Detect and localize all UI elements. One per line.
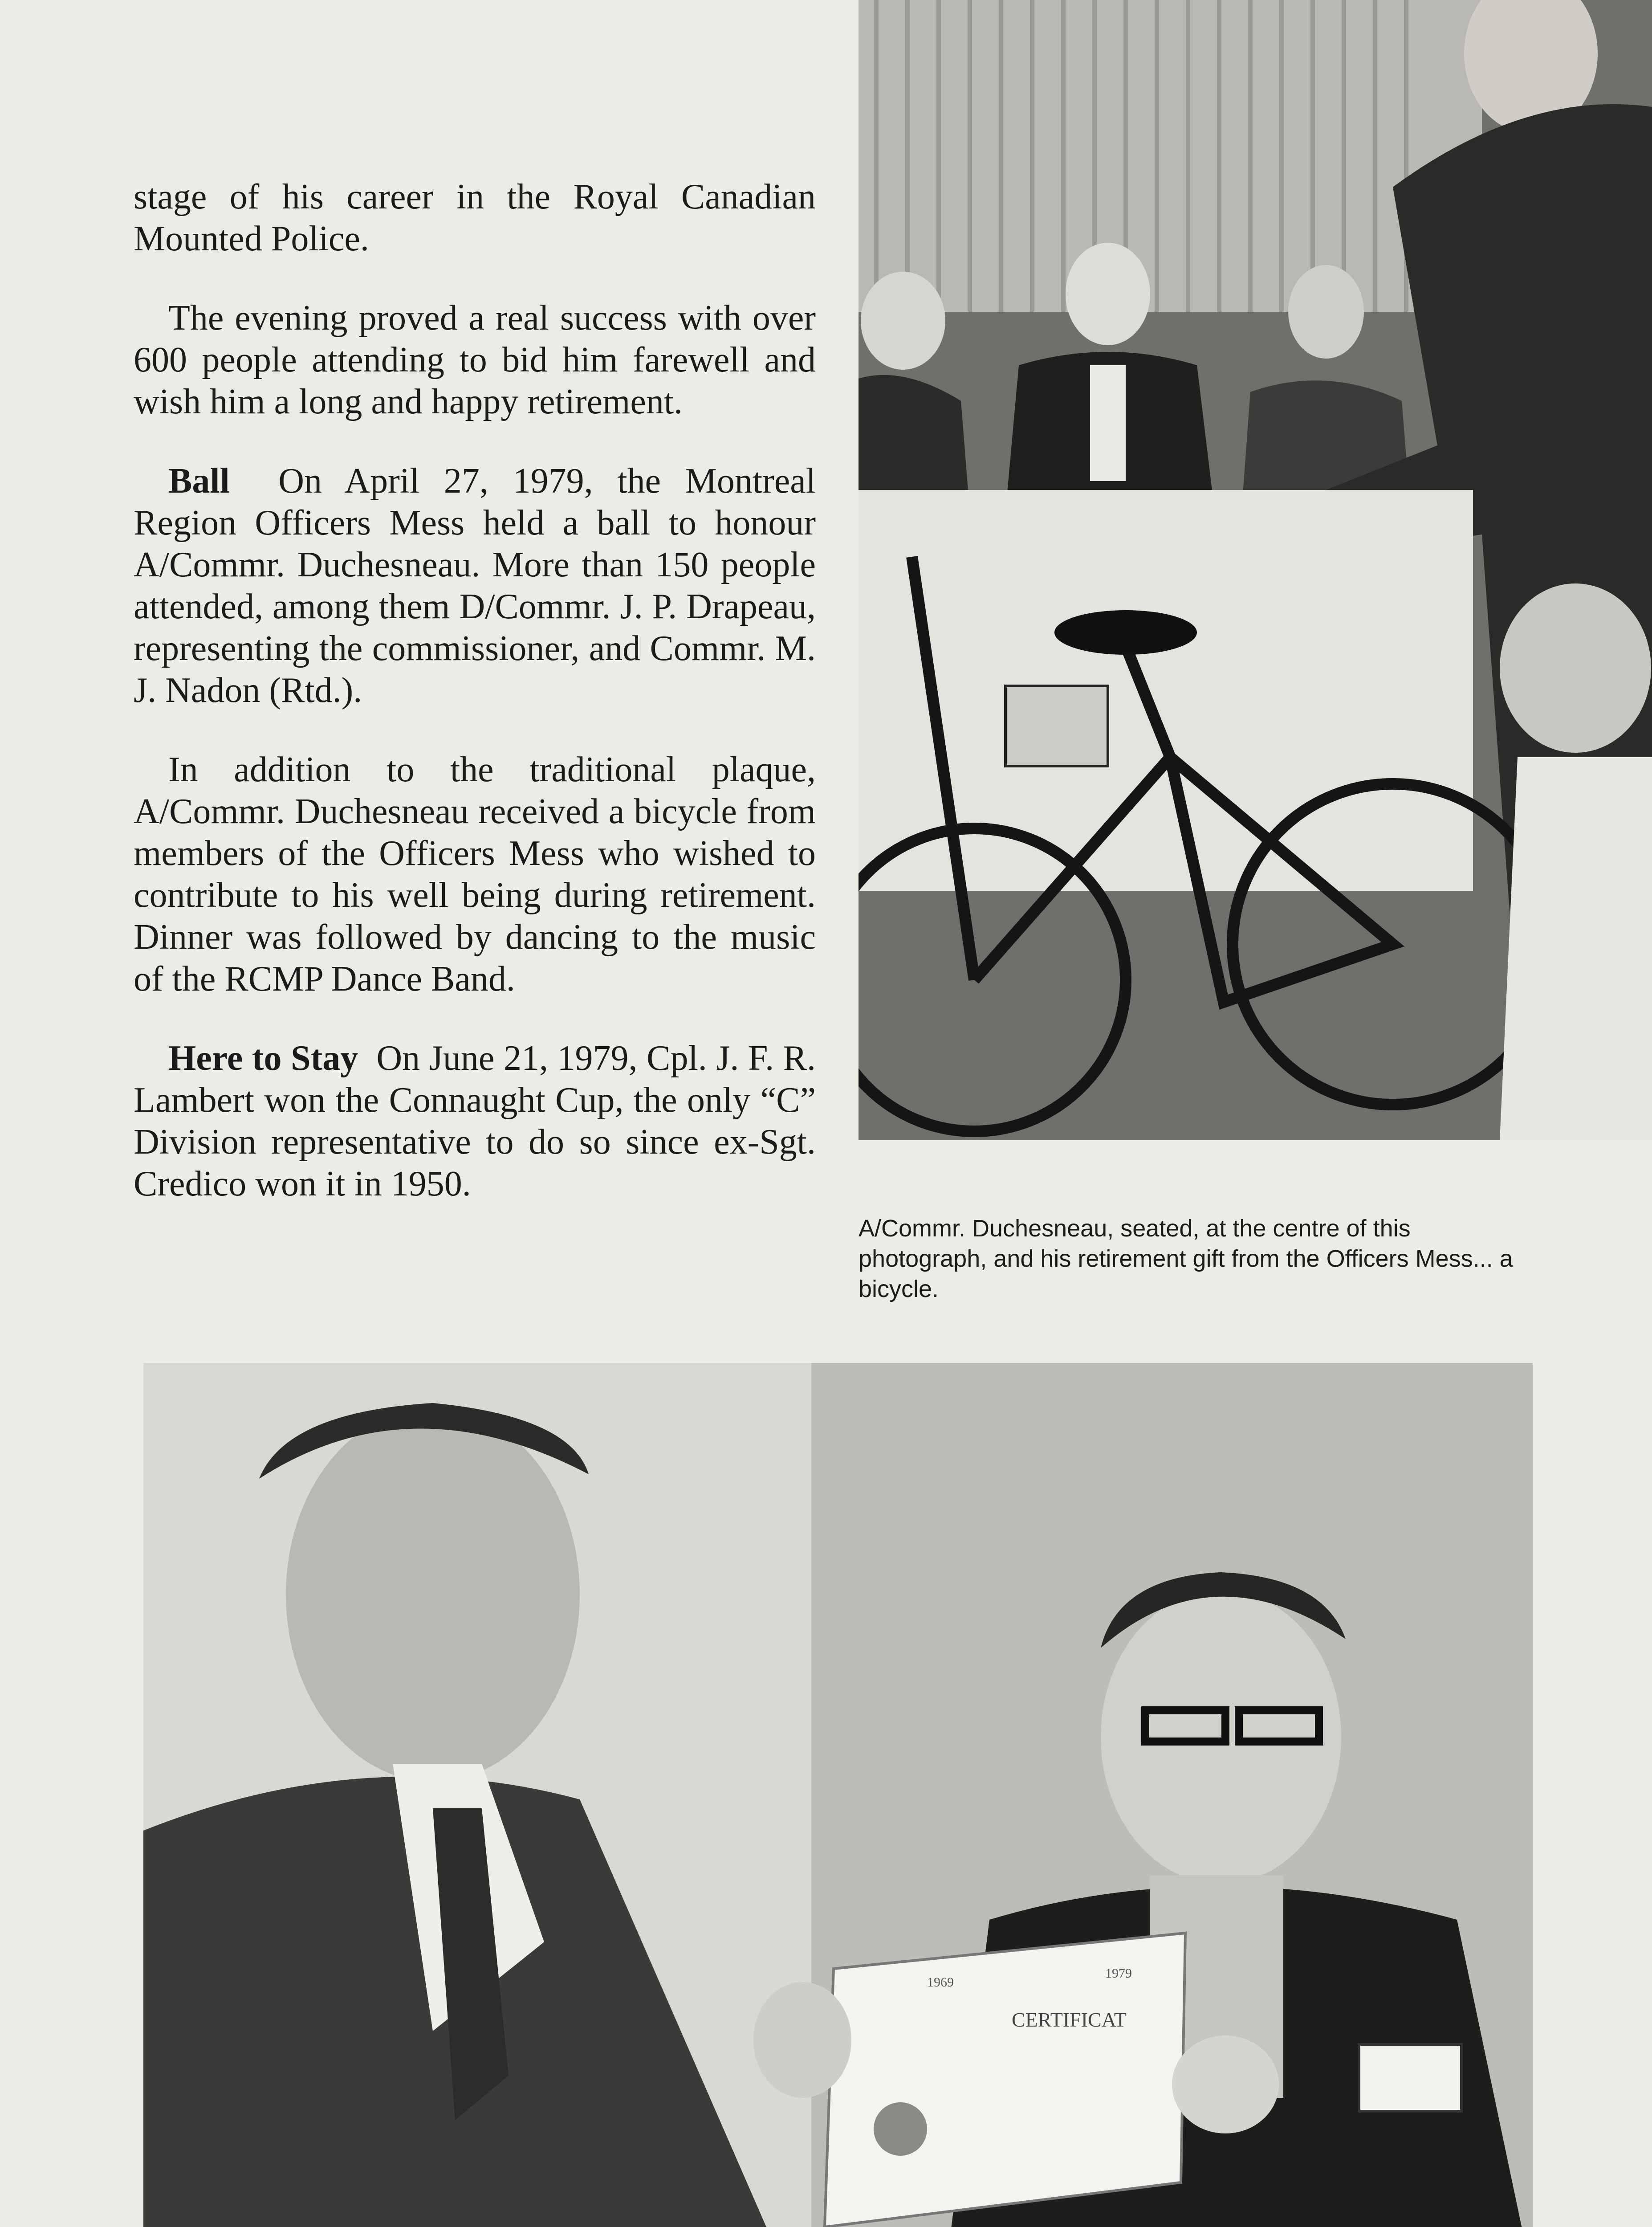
certificate-title: CERTIFICAT xyxy=(1012,2008,1127,2031)
paragraph-text: On April 27, 1979, the Montreal Region Officers Mess held a ball to honour A/Commr. Duchesneau. More than 150 people attended, among them D/Commr. J. P. Drapeau, representing the commissioner, and Commr. M. J. Nadon (Rtd.). xyxy=(134,461,816,710)
certificate-photo-illustration xyxy=(143,1363,1533,2227)
bicycle-photo-caption: A/Commr. Duchesneau, seated, at the centre of this photograph, and his retirement gift from the Officers Mess... a bicycle. xyxy=(859,1215,1513,1302)
banquet-photo-illustration xyxy=(859,0,1652,1140)
certificate-year-start: 1969 xyxy=(927,1975,954,1990)
paragraph-text: The evening proved a real success with over 600 people attending to bid him farewell and wish him a long and happy retirement. xyxy=(134,298,816,421)
article-paragraph xyxy=(134,460,816,711)
banquet-bicycle-photo xyxy=(859,0,1652,1140)
paragraph-text: stage of his career in the Royal Canadian Mounted Police. xyxy=(134,177,816,258)
paragraph-text: On June 21, 1979, Cpl. J. F. R. Lambert won the Connaught Cup, the only “C” Division representative to do so since ex-Sgt. Credico won it in 1950. xyxy=(134,1039,816,1203)
section-runin-heading: Here to Stay xyxy=(168,1039,358,1078)
certificate-year-end: 1979 xyxy=(1105,1966,1132,1981)
article-paragraph xyxy=(134,749,816,1000)
article-paragraph xyxy=(134,1037,816,1205)
paragraph-text: In addition to the traditional plaque, A/Commr. Duchesneau received a bicycle from members of the Officers Mess who wished to contribute to his well being during retirement. Dinner was followed by dancing to the music of the RCMP Dance Band. xyxy=(134,750,816,999)
certificate-presentation-photo xyxy=(143,1363,1533,2227)
article-text-column xyxy=(134,176,816,1242)
article-paragraph xyxy=(134,297,816,423)
article-paragraph xyxy=(134,176,816,260)
section-runin-heading: Ball xyxy=(168,461,230,501)
